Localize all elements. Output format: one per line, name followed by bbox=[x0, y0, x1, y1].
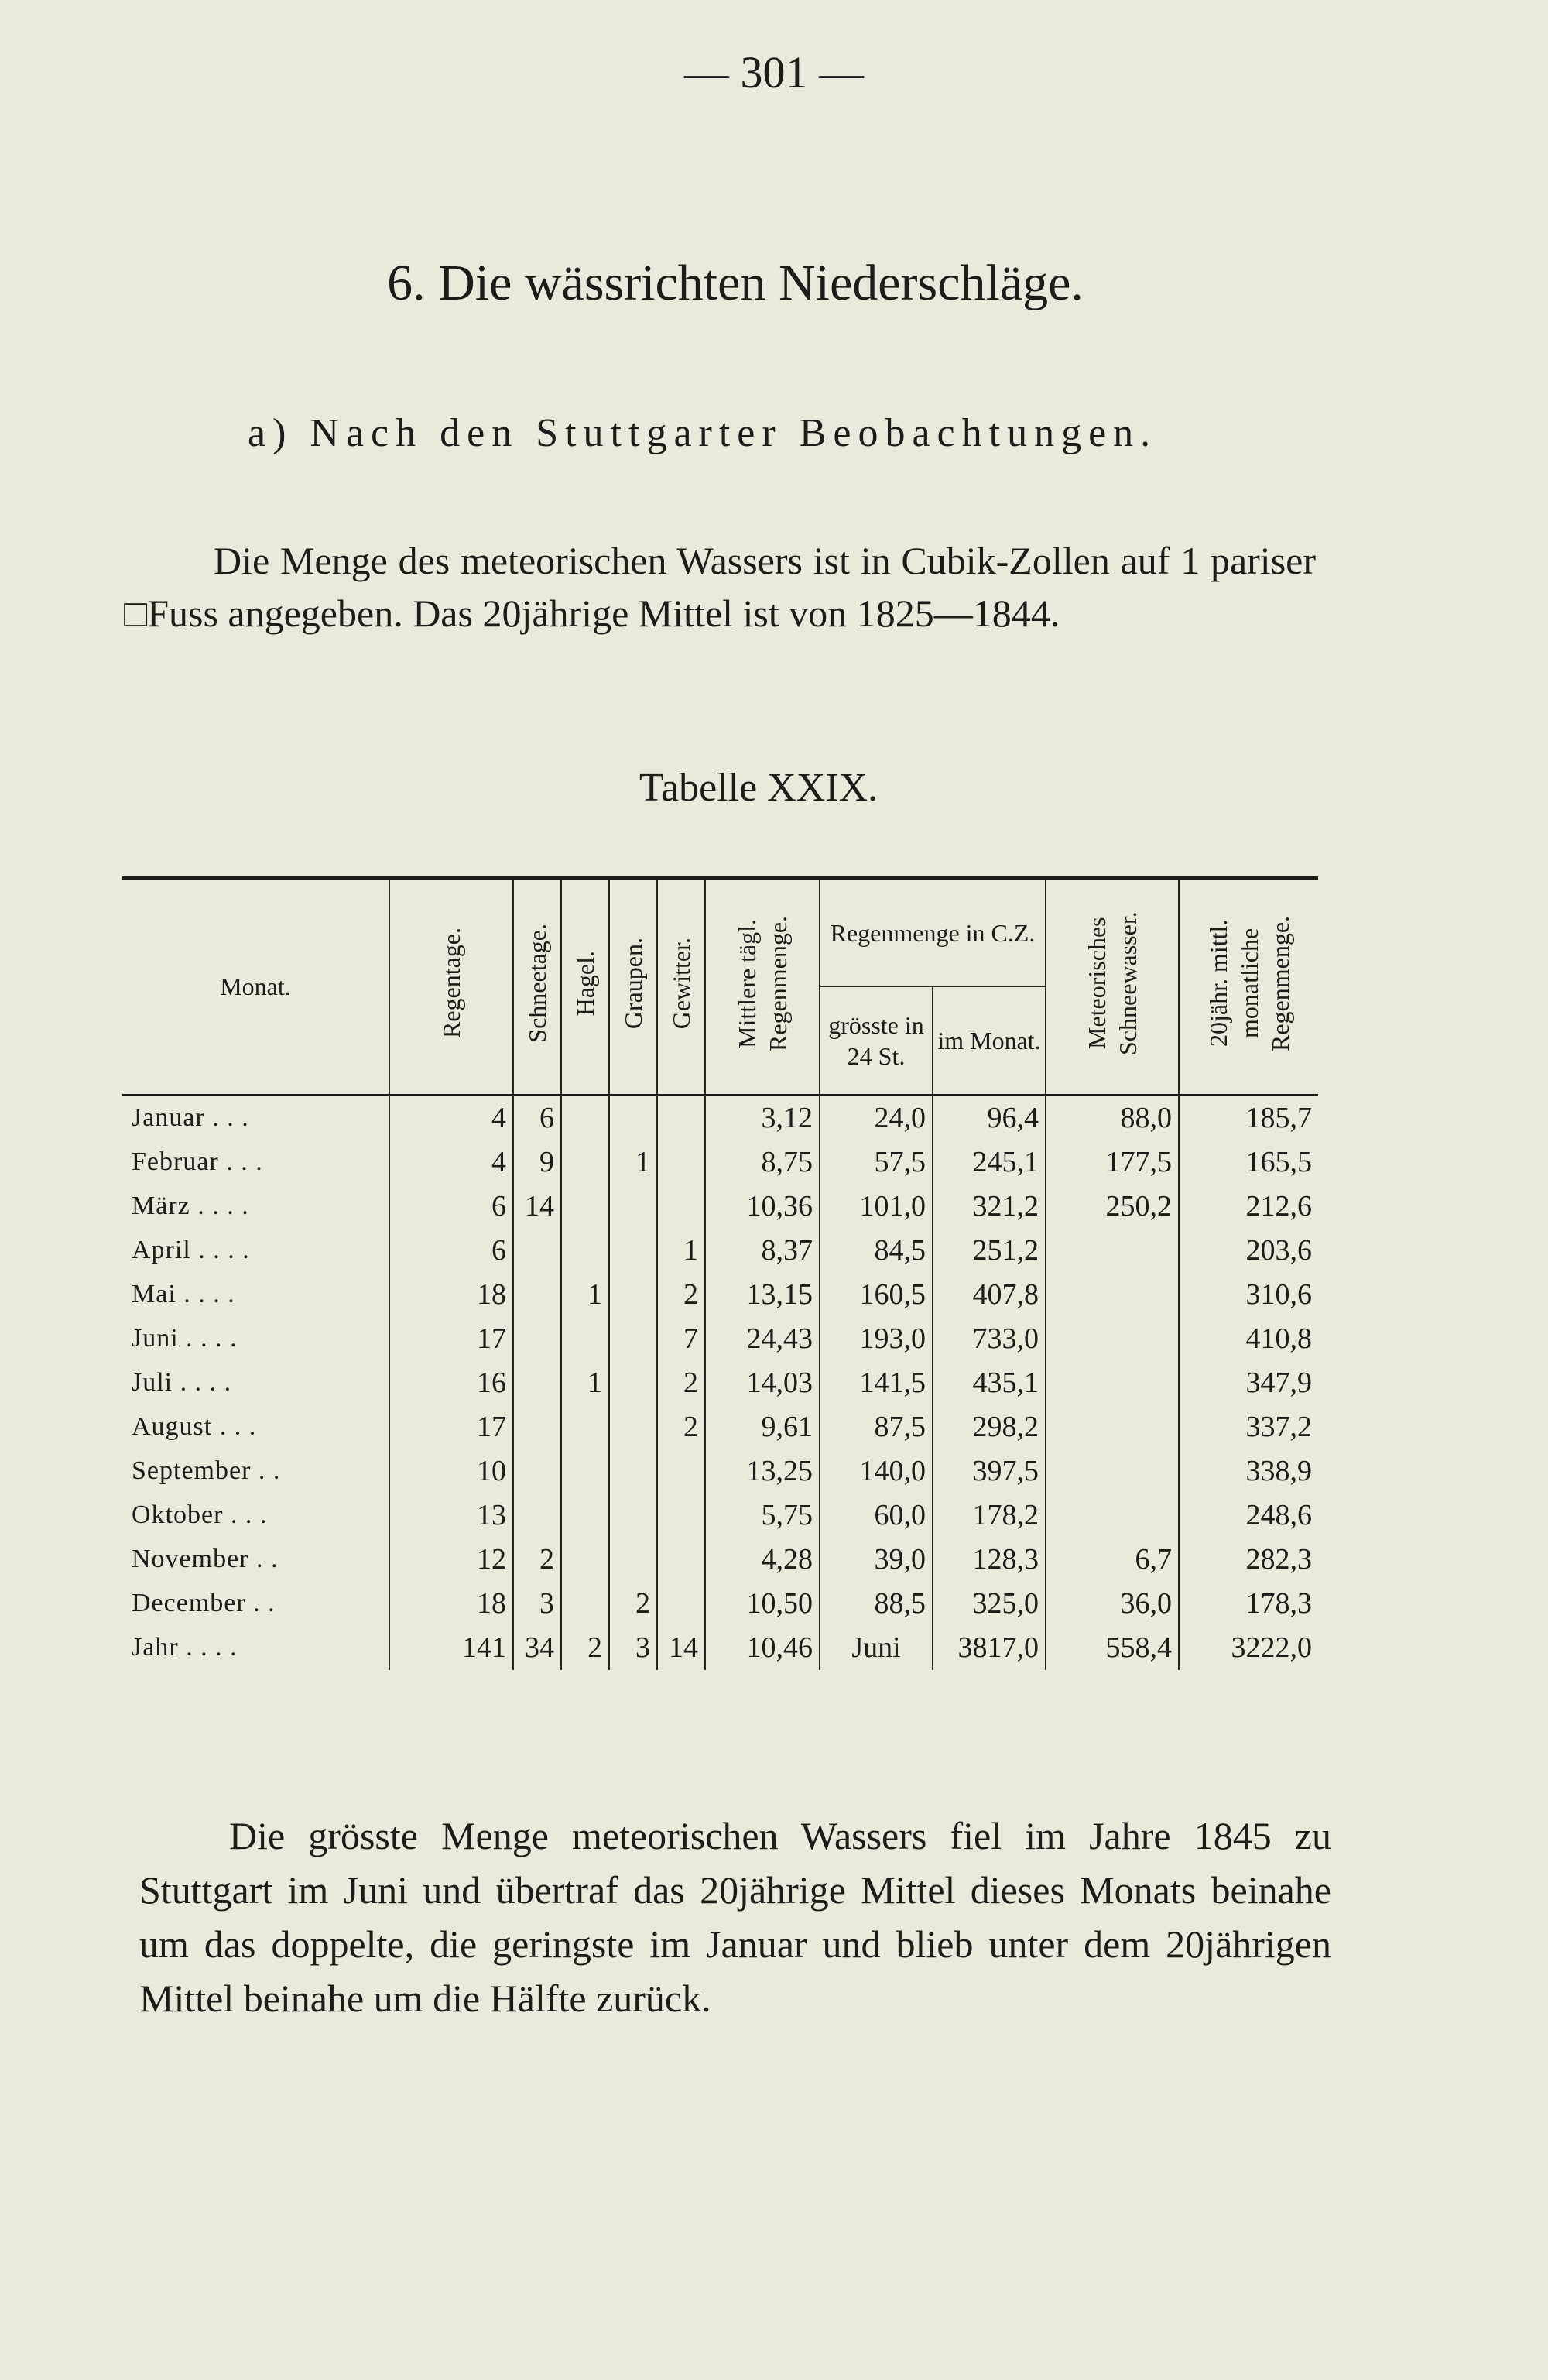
cell-hagel bbox=[561, 1582, 609, 1626]
cell-hagel bbox=[561, 1405, 609, 1449]
cell-groesste: 84,5 bbox=[820, 1229, 933, 1273]
cell-month: November . . bbox=[132, 1545, 279, 1573]
cell-hagel: 1 bbox=[561, 1361, 609, 1405]
cell-month: December . . bbox=[132, 1589, 276, 1617]
cell-regentage: 4 bbox=[389, 1095, 513, 1140]
cell-schneewasser: 558,4 bbox=[1046, 1626, 1179, 1670]
cell-mittlere: 8,75 bbox=[705, 1140, 820, 1185]
header-mittel20-label: 20jähr. mittl. monatliche Regenmenge. bbox=[1204, 915, 1294, 1051]
header-groesste-label: grösste in 24 St. bbox=[828, 1010, 924, 1070]
table-row bbox=[122, 1095, 1318, 1140]
cell-schneewasser: 177,5 bbox=[1046, 1140, 1179, 1185]
cell-mittlere: 3,12 bbox=[705, 1095, 820, 1140]
cell-schneetage bbox=[513, 1229, 561, 1273]
cell-month: April . . . . bbox=[132, 1236, 250, 1264]
cell-graupen bbox=[609, 1273, 657, 1317]
cell-month: August . . . bbox=[132, 1412, 257, 1441]
cell-regentage: 16 bbox=[389, 1361, 513, 1405]
cell-mittel20: 248,6 bbox=[1179, 1494, 1318, 1538]
cell-mittlere: 4,28 bbox=[705, 1538, 820, 1582]
cell-hagel bbox=[561, 1317, 609, 1361]
cell-regentage: 18 bbox=[389, 1582, 513, 1626]
cell-hagel bbox=[561, 1538, 609, 1582]
table-row bbox=[122, 1405, 1318, 1449]
cell-schneetage: 2 bbox=[513, 1538, 561, 1582]
cell-groesste: 140,0 bbox=[820, 1449, 933, 1494]
cell-hagel: 2 bbox=[561, 1626, 609, 1670]
cell-im-monat: 298,2 bbox=[933, 1405, 1046, 1449]
table-row bbox=[122, 1317, 1318, 1361]
cell-mittlere: 10,36 bbox=[705, 1185, 820, 1229]
precipitation-table bbox=[122, 876, 1318, 1670]
cell-hagel bbox=[561, 1095, 609, 1140]
table-row bbox=[122, 1140, 1318, 1185]
cell-schneewasser: 88,0 bbox=[1046, 1095, 1179, 1140]
header-month bbox=[122, 878, 389, 1095]
cell-mittel20: 410,8 bbox=[1179, 1317, 1318, 1361]
cell-graupen bbox=[609, 1185, 657, 1229]
cell-gewitter bbox=[657, 1494, 705, 1538]
cell-mittel20: 3222,0 bbox=[1179, 1626, 1318, 1670]
cell-gewitter: 14 bbox=[657, 1626, 705, 1670]
cell-schneewasser bbox=[1046, 1494, 1179, 1538]
cell-graupen bbox=[609, 1317, 657, 1361]
cell-mittlere: 8,37 bbox=[705, 1229, 820, 1273]
cell-mittlere: 10,50 bbox=[705, 1582, 820, 1626]
header-schneewasser-label: Meteorisches Schneewasser. bbox=[1083, 911, 1142, 1055]
cell-mittlere: 13,15 bbox=[705, 1273, 820, 1317]
header-regenmenge-label: Regenmenge in C.Z. bbox=[830, 918, 1036, 947]
cell-mittlere: 24,43 bbox=[705, 1317, 820, 1361]
header-graupen-label: Graupen. bbox=[619, 937, 647, 1029]
cell-mittel20: 282,3 bbox=[1179, 1538, 1318, 1582]
cell-month: Jahr . . . . bbox=[132, 1633, 238, 1662]
header-gewitter bbox=[657, 878, 705, 1095]
cell-month: Juli . . . . bbox=[132, 1368, 232, 1397]
cell-im-monat: 733,0 bbox=[933, 1317, 1046, 1361]
cell-month: Mai . . . . bbox=[132, 1280, 235, 1308]
cell-groesste: 57,5 bbox=[820, 1140, 933, 1185]
cell-regentage: 6 bbox=[389, 1185, 513, 1229]
header-mittlere-label: Mittlere tägl. Regenmenge. bbox=[733, 915, 792, 1051]
cell-regentage: 10 bbox=[389, 1449, 513, 1494]
cell-schneewasser bbox=[1046, 1449, 1179, 1494]
cell-schneetage bbox=[513, 1361, 561, 1405]
header-schneewasser bbox=[1046, 878, 1179, 1095]
cell-schneetage: 6 bbox=[513, 1095, 561, 1140]
cell-schneewasser bbox=[1046, 1317, 1179, 1361]
cell-gewitter bbox=[657, 1140, 705, 1185]
cell-month: Februar . . . bbox=[132, 1147, 263, 1176]
cell-im-monat: 251,2 bbox=[933, 1229, 1046, 1273]
cell-schneetage bbox=[513, 1449, 561, 1494]
cell-month: September . . bbox=[132, 1456, 281, 1485]
section-heading: 6. Die wässrichten Niederschläge. bbox=[387, 255, 1084, 311]
table-row bbox=[122, 1185, 1318, 1229]
cell-schneetage: 3 bbox=[513, 1582, 561, 1626]
header-graupen bbox=[609, 878, 657, 1095]
cell-im-monat: 96,4 bbox=[933, 1095, 1046, 1140]
cell-mittlere: 14,03 bbox=[705, 1361, 820, 1405]
cell-hagel: 1 bbox=[561, 1273, 609, 1317]
cell-schneewasser bbox=[1046, 1273, 1179, 1317]
cell-graupen bbox=[609, 1449, 657, 1494]
cell-groesste: 87,5 bbox=[820, 1405, 933, 1449]
table-body bbox=[122, 1095, 1318, 1670]
cell-graupen bbox=[609, 1095, 657, 1140]
cell-graupen bbox=[609, 1229, 657, 1273]
cell-mittel20: 178,3 bbox=[1179, 1582, 1318, 1626]
cell-schneewasser: 6,7 bbox=[1046, 1538, 1179, 1582]
header-schneetage bbox=[513, 878, 561, 1095]
table-row bbox=[122, 1229, 1318, 1273]
header-schneetage-label: Schneetage. bbox=[523, 923, 551, 1043]
cell-im-monat: 397,5 bbox=[933, 1449, 1046, 1494]
cell-mittel20: 203,6 bbox=[1179, 1229, 1318, 1273]
cell-groesste: Juni bbox=[820, 1626, 933, 1670]
cell-im-monat: 321,2 bbox=[933, 1185, 1046, 1229]
cell-groesste: 60,0 bbox=[820, 1494, 933, 1538]
cell-schneetage: 14 bbox=[513, 1185, 561, 1229]
cell-im-monat: 325,0 bbox=[933, 1582, 1046, 1626]
cell-mittlere: 10,46 bbox=[705, 1626, 820, 1670]
cell-graupen: 3 bbox=[609, 1626, 657, 1670]
cell-schneewasser bbox=[1046, 1405, 1179, 1449]
cell-schneewasser bbox=[1046, 1361, 1179, 1405]
cell-schneetage bbox=[513, 1405, 561, 1449]
table-row bbox=[122, 1538, 1318, 1582]
cell-gewitter bbox=[657, 1185, 705, 1229]
cell-schneetage bbox=[513, 1317, 561, 1361]
table-row bbox=[122, 1273, 1318, 1317]
cell-groesste: 141,5 bbox=[820, 1361, 933, 1405]
header-regentage bbox=[389, 878, 513, 1095]
cell-regentage: 6 bbox=[389, 1229, 513, 1273]
cell-mittel20: 347,9 bbox=[1179, 1361, 1318, 1405]
cell-gewitter: 2 bbox=[657, 1361, 705, 1405]
cell-mittel20: 212,6 bbox=[1179, 1185, 1318, 1229]
header-groesste bbox=[820, 986, 933, 1095]
cell-hagel bbox=[561, 1140, 609, 1185]
cell-regentage: 17 bbox=[389, 1317, 513, 1361]
cell-groesste: 88,5 bbox=[820, 1582, 933, 1626]
cell-hagel bbox=[561, 1185, 609, 1229]
table-title: Tabelle XXIX. bbox=[639, 766, 878, 810]
cell-mittlere: 5,75 bbox=[705, 1494, 820, 1538]
table-row bbox=[122, 1494, 1318, 1538]
cell-im-monat: 245,1 bbox=[933, 1140, 1046, 1185]
cell-regentage: 12 bbox=[389, 1538, 513, 1582]
cell-schneetage: 9 bbox=[513, 1140, 561, 1185]
cell-month: Januar . . . bbox=[132, 1103, 249, 1132]
cell-regentage: 4 bbox=[389, 1140, 513, 1185]
cell-im-monat: 3817,0 bbox=[933, 1626, 1046, 1670]
cell-schneewasser bbox=[1046, 1229, 1179, 1273]
cell-gewitter: 2 bbox=[657, 1405, 705, 1449]
table-row bbox=[122, 1449, 1318, 1494]
cell-groesste: 101,0 bbox=[820, 1185, 933, 1229]
cell-gewitter: 1 bbox=[657, 1229, 705, 1273]
header-mittlere bbox=[705, 878, 820, 1095]
cell-graupen bbox=[609, 1538, 657, 1582]
cell-mittel20: 337,2 bbox=[1179, 1405, 1318, 1449]
page-number: — 301 — bbox=[684, 47, 864, 98]
table-header bbox=[122, 878, 1318, 1095]
cell-mittel20: 185,7 bbox=[1179, 1095, 1318, 1140]
subsection-heading: a) Nach den Stuttgarter Beobachtungen. bbox=[248, 411, 1158, 455]
cell-im-monat: 128,3 bbox=[933, 1538, 1046, 1582]
cell-schneetage bbox=[513, 1273, 561, 1317]
cell-schneetage bbox=[513, 1494, 561, 1538]
cell-graupen: 1 bbox=[609, 1140, 657, 1185]
closing-paragraph: Die grösste Menge meteorischen Wassers fiel im Jahre 1845 zu Stuttgart im Juni und übertraf das 20jährige Mittel dieses Monats beinahe um das doppelte, die geringste im Januar und blieb unter dem 20jährigen Mittel beinahe um die Hälfte zurück. bbox=[139, 1814, 1331, 2020]
cell-graupen: 2 bbox=[609, 1582, 657, 1626]
cell-month: Oktober . . . bbox=[132, 1500, 268, 1529]
cell-groesste: 160,5 bbox=[820, 1273, 933, 1317]
cell-groesste: 193,0 bbox=[820, 1317, 933, 1361]
cell-gewitter bbox=[657, 1095, 705, 1140]
cell-hagel bbox=[561, 1229, 609, 1273]
cell-groesste: 39,0 bbox=[820, 1538, 933, 1582]
table-row bbox=[122, 1626, 1318, 1670]
cell-gewitter: 2 bbox=[657, 1273, 705, 1317]
header-im-monat-label: im Monat. bbox=[937, 1026, 1041, 1055]
cell-schneewasser: 250,2 bbox=[1046, 1185, 1179, 1229]
table-row bbox=[122, 1361, 1318, 1405]
cell-graupen bbox=[609, 1361, 657, 1405]
cell-schneewasser: 36,0 bbox=[1046, 1582, 1179, 1626]
cell-graupen bbox=[609, 1405, 657, 1449]
cell-regentage: 18 bbox=[389, 1273, 513, 1317]
cell-month: März . . . . bbox=[132, 1192, 249, 1220]
table-row bbox=[122, 1582, 1318, 1626]
header-regentage-label: Regentage. bbox=[437, 928, 465, 1039]
cell-im-monat: 407,8 bbox=[933, 1273, 1046, 1317]
intro-paragraph: Die Menge des meteorischen Wassers ist in Cubik-Zollen auf 1 pariser □Fuss angegeben. Das 20jährige Mittel ist von 1825—1844. bbox=[124, 539, 1316, 635]
cell-im-monat: 178,2 bbox=[933, 1494, 1046, 1538]
cell-gewitter bbox=[657, 1538, 705, 1582]
cell-graupen bbox=[609, 1494, 657, 1538]
cell-regentage: 13 bbox=[389, 1494, 513, 1538]
cell-mittel20: 338,9 bbox=[1179, 1449, 1318, 1494]
header-hagel bbox=[561, 878, 609, 1095]
cell-groesste: 24,0 bbox=[820, 1095, 933, 1140]
header-gewitter-label: Gewitter. bbox=[667, 937, 695, 1029]
cell-gewitter bbox=[657, 1582, 705, 1626]
cell-mittel20: 165,5 bbox=[1179, 1140, 1318, 1185]
cell-schneetage: 34 bbox=[513, 1626, 561, 1670]
header-regenmenge-group bbox=[820, 878, 1046, 986]
header-mittel20 bbox=[1179, 878, 1318, 1095]
cell-mittel20: 310,6 bbox=[1179, 1273, 1318, 1317]
cell-month: Juni . . . . bbox=[132, 1324, 238, 1353]
cell-im-monat: 435,1 bbox=[933, 1361, 1046, 1405]
cell-hagel bbox=[561, 1494, 609, 1538]
cell-mittlere: 13,25 bbox=[705, 1449, 820, 1494]
cell-mittlere: 9,61 bbox=[705, 1405, 820, 1449]
cell-regentage: 17 bbox=[389, 1405, 513, 1449]
cell-gewitter bbox=[657, 1449, 705, 1494]
cell-gewitter: 7 bbox=[657, 1317, 705, 1361]
cell-regentage: 141 bbox=[389, 1626, 513, 1670]
header-month-label: Monat. bbox=[220, 972, 291, 1001]
header-hagel-label: Hagel. bbox=[571, 950, 599, 1016]
cell-hagel bbox=[561, 1449, 609, 1494]
header-im-monat bbox=[933, 986, 1046, 1095]
